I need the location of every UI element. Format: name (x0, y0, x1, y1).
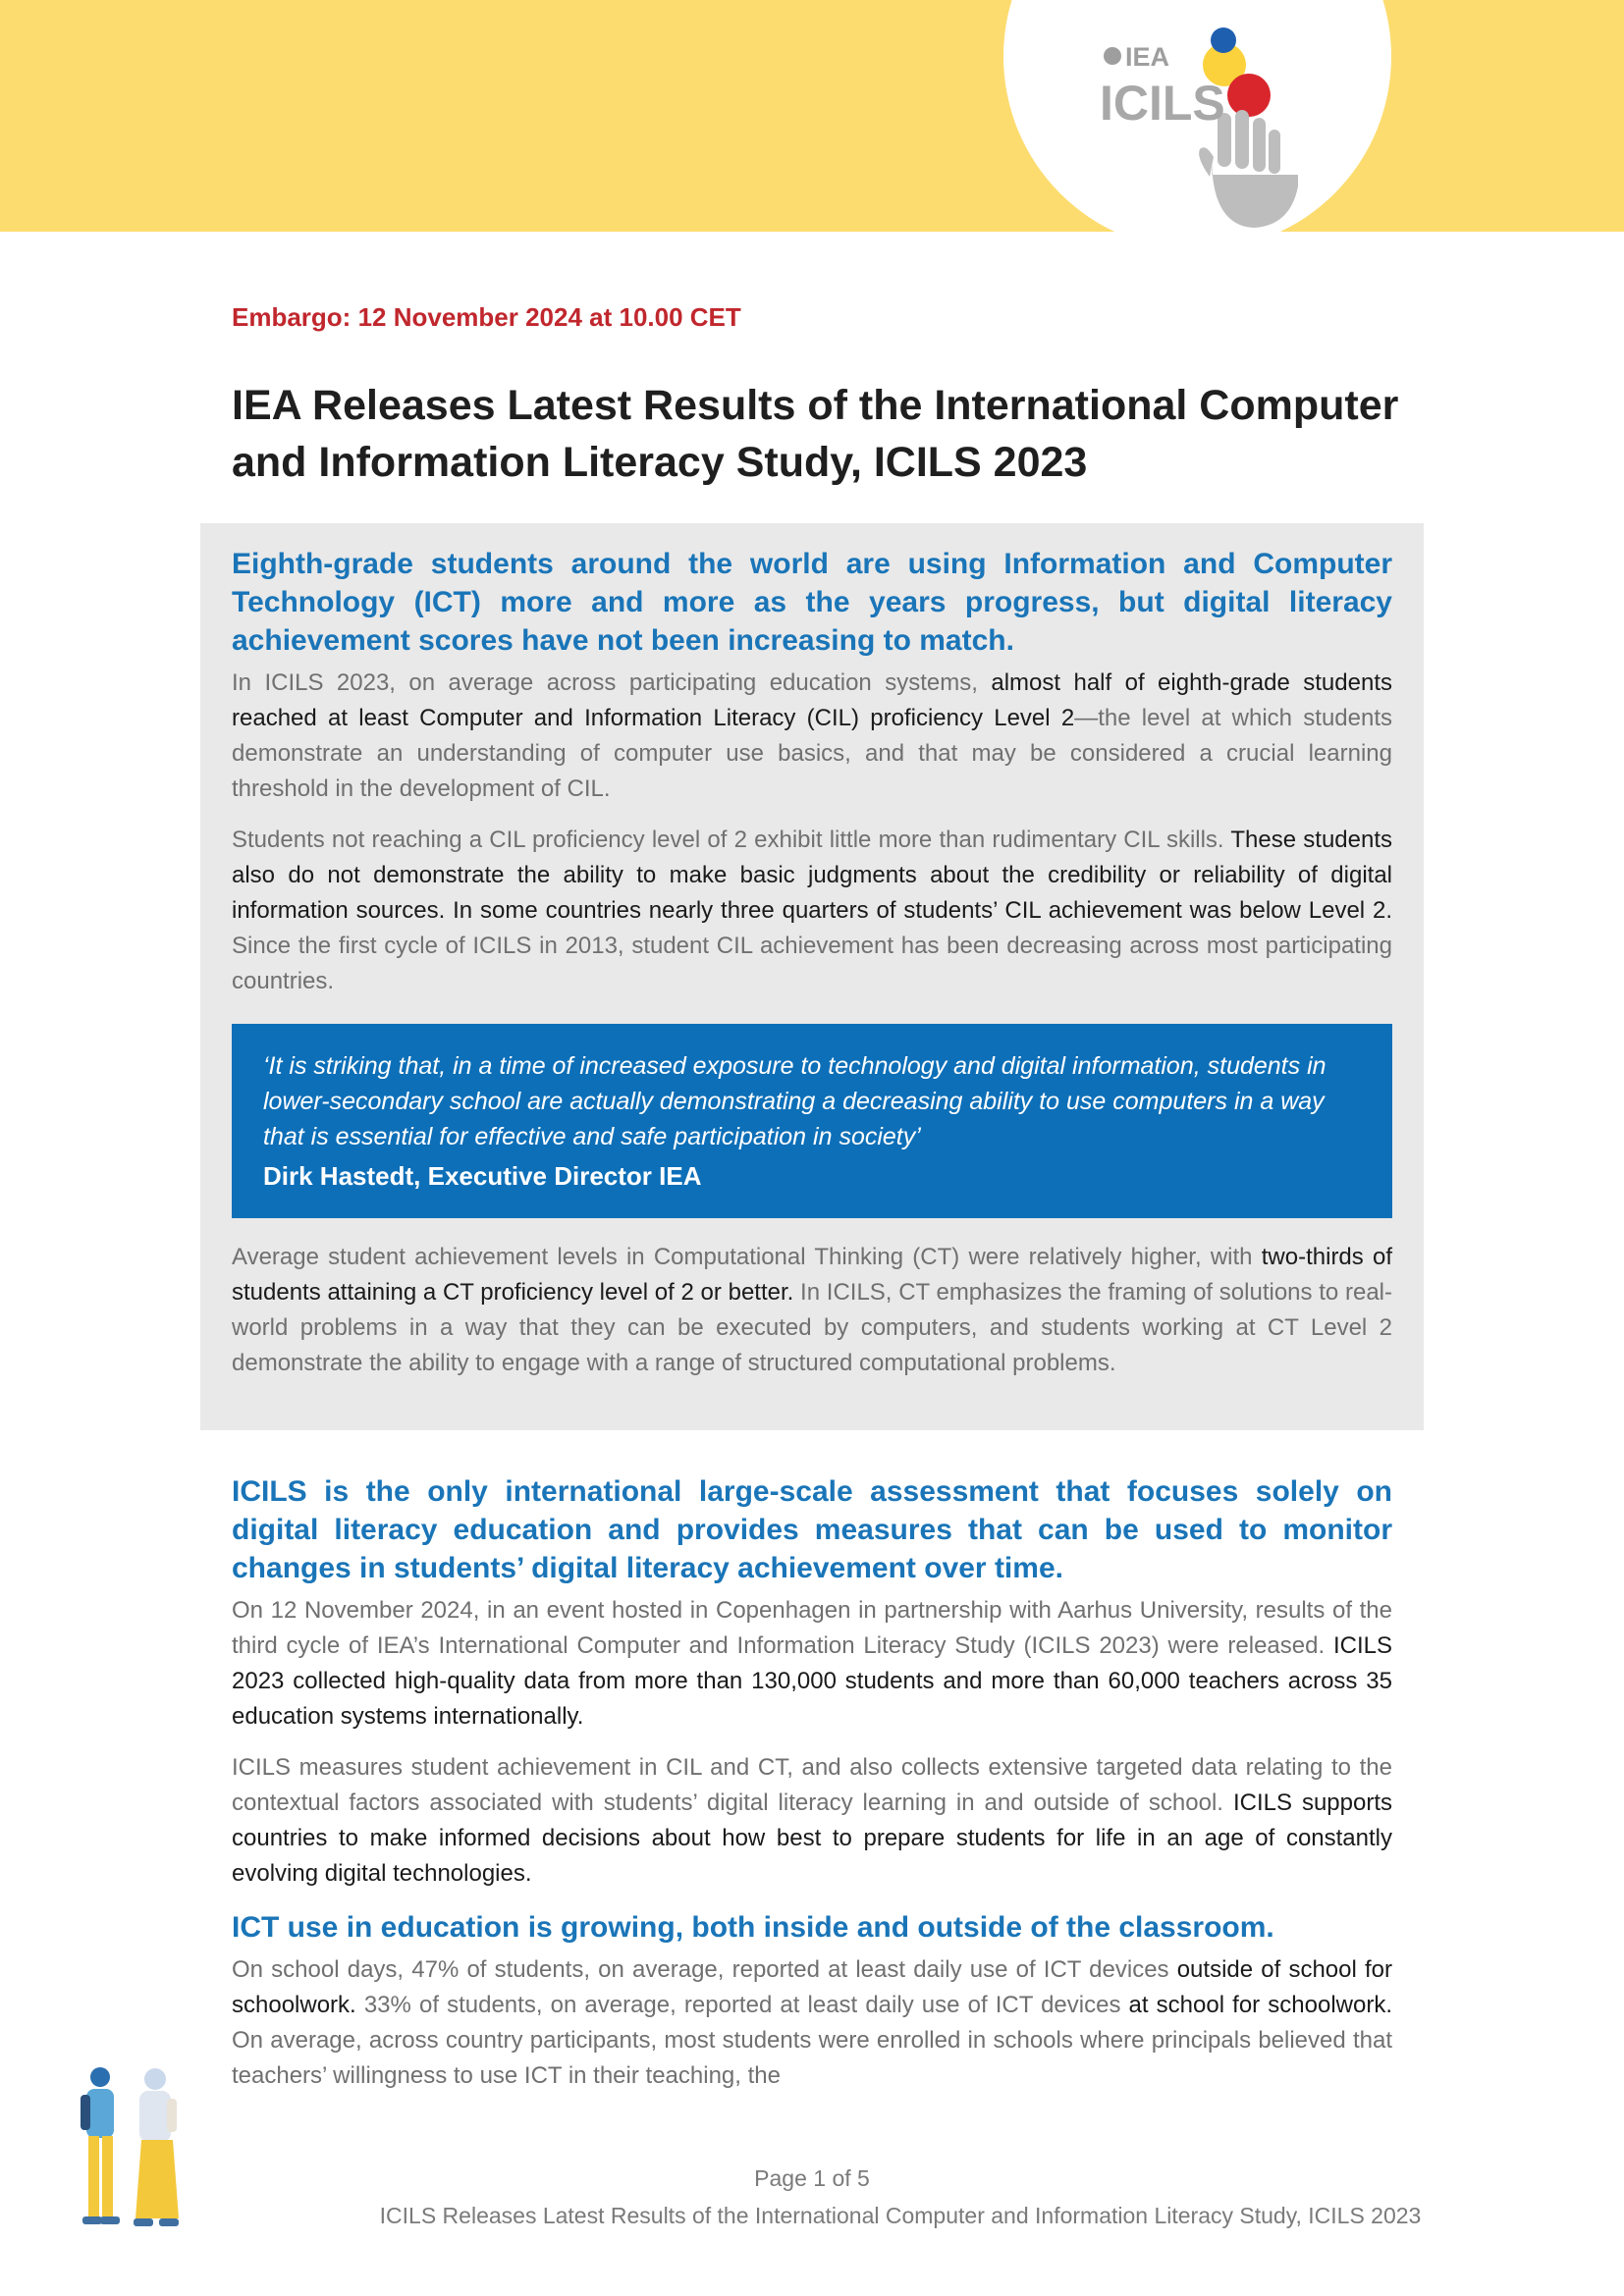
summary-section (232, 545, 1392, 999)
summary-paragraph-1: In ICILS 2023, on average across participating education systems, almost half of eighth-grade students reached at least Computer and Information Literacy (CIL) proficiency Level 2—the level at which students demonstrate an understanding of computer use basics, and that may be considered a crucial learning threshold in the development of CIL. (232, 669, 1392, 802)
page-number: Page 1 of 5 (754, 2165, 870, 2191)
iea-icils-logo (1003, 0, 1391, 250)
logo-big-text: ICILS (1100, 76, 1225, 131)
section-ict-paragraph-1: On school days, 47% of students, on average, reported at least daily use of ICT devices outside of school for schoolwork. 33% of students, on average, reported at least daily use of ICT devices at school for schoolwork. On average, across country participants, most students were enrolled in schools where principals believed that teachers’ willingness to use ICT in their teaching, the (232, 1956, 1392, 2089)
summary-paragraph-2: Students not reaching a CIL proficiency level of 2 exhibit little more than rudimentary CIL skills. These students also do not demonstrate the ability to make basic judgments about the credibility or reliability of digital information sources. In some countries nearly three quarters of students’ CIL achievement was below Level 2. Since the first cycle of ICILS in 2013, student CIL achievement has been decreasing across most participating countries. (232, 827, 1392, 994)
summary-heading: Eighth-grade students around the world are using Information and Computer Technology (ICT) more and more as the years progress, but digital literacy achievement scores have not been increasing to match. (232, 548, 1392, 657)
logo-small-text: IEA (1125, 42, 1170, 72)
embargo-notice: Embargo: 12 November 2024 at 10.00 CET (232, 302, 741, 332)
logo-red-dot (1227, 74, 1271, 117)
summary-paragraph-3: Average student achievement levels in Computational Thinking (CT) were relatively higher, with two-thirds of students attaining a CT proficiency level of 2 or better. In ICILS, CT emphasizes the framing of solutions to real-world problems in a way that they can be executed by computers, and students working at CT Level 2 demonstrate the ability to engage with a range of structured computational problems. (232, 1244, 1392, 1376)
section-icils-heading: ICILS is the only international large-scale assessment that focuses solely on digital literacy education and provides measures that can be used to monitor changes in students’ digital literacy achievement over time. (232, 1475, 1392, 1584)
quote-author: Dirk Hastedt, Executive Director IEA (263, 1161, 702, 1191)
logo-graphic (1003, 0, 1391, 250)
section-icils-paragraph-1: On 12 November 2024, in an event hosted in Copenhagen in partnership with Aarhus University, results of the third cycle of IEA’s International Computer and Information Literacy Study (ICILS 2023) were released. ICILS 2023 collected high-quality data from more than 130,000 students and more than 60,000 teachers across 35 education systems internationally. (232, 1597, 1392, 1730)
page-title: IEA Releases Latest Results of the International Computer and Information Literacy Study, ICILS 2023 (232, 382, 1399, 486)
quote-box (232, 1024, 1392, 1218)
section-icils-paragraph-2: ICILS measures student achievement in CIL and CT, and also collects extensive targeted data relating to the contextual factors associated with students’ digital literacy learning in and outside of school. ICILS supports countries to make informed decisions about how best to prepare students for life in an age of constantly evolving digital technologies. (232, 1754, 1392, 1887)
iea-globe-icon (1104, 47, 1121, 65)
quote-text: ‘It is striking that, in a time of increased exposure to technology and digital information, students in lower-secondary school are actually demonstrating a decreasing ability to use computers in a way that is essential for effective and safe participation in society’ (263, 1052, 1326, 1150)
logo-blue-dot (1211, 27, 1236, 53)
summary-section-ct (232, 1240, 1392, 1381)
section-icils-only (232, 1472, 1392, 1892)
section-ict-heading: ICT use in education is growing, both inside and outside of the classroom. (232, 1911, 1274, 1944)
section-ict-use (232, 1908, 1392, 2094)
footer-title: ICILS Releases Latest Results of the International Computer and Information Literacy Study, ICILS 2023 (379, 2203, 1422, 2228)
